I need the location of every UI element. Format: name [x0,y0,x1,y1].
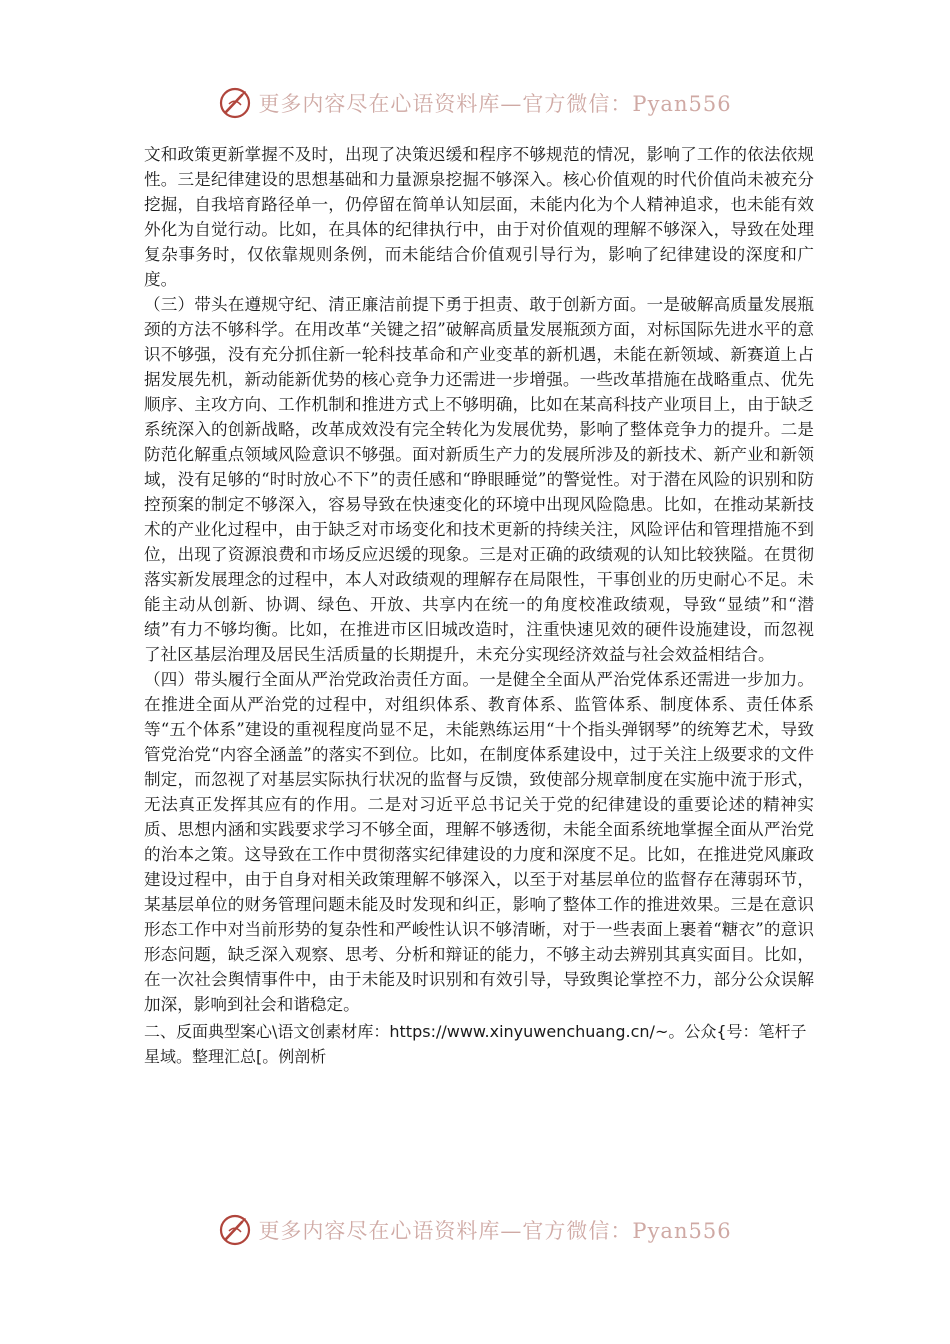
footer-banner [0,1205,950,1255]
handwritten-logo-icon [218,86,252,120]
paragraph-3: （四）带头履行全面从严治党政治责任方面。一是健全全面从严治党体系还需进一步加力。在推进全面从严治党的过程中，对组织体系、教育体系、监管体系、制度体系、责任体系等“五个体系”建设的重视程度尚显不足，未能熟练运用“十个指头弹钢琴”的统筹艺术，导致管党治党“内容全涵盖”的落实不到位。比如，在制度体系建设中，过于关注上级要求的文件制定，而忽视了对基层实际执行状况的监督与反馈，致使部分规章制度在实施中流于形式，无法真正发挥其应有的作用。二是对习近平总书记关于党的纪律建设的重要论述的精神实质、思想内涵和实践要求学习不够全面，理解不够透彻，未能全面系统地掌握全面从严治党的治本之策。这导致在工作中贯彻落实纪律建设的力度和深度不足。比如，在推进党风廉政建设过程中，由于自身对相关政策理解不够深入，以至于对基层单位的监督存在薄弱环节，某基层单位的财务管理问题未能及时发现和纠正，影响了整体工作的推进效果。三是在意识形态工作中对当前形势的复杂性和严峻性认识不够清晰，对于一些表面上裹着“糖衣”的意识形态问题，缺乏深入观察、思考、分析和辩证的能力，不够主动去辨别其真实面目。比如，在一次社会舆情事件中，由于未能及时识别和有效引导，导致舆论掌控不力，部分公众误解加深，影响到社会和谐稳定。 [144,670,814,1014]
footer-banner-text: 更多内容尽在心语资料库—官方微信：Pyan556 [258,1219,732,1243]
handwritten-logo-icon [218,1213,252,1247]
header-banner [0,78,950,128]
section-heading: 二、反面典型案心\语文创素材库：https://www.xinyuwenchuang.cn/~。公众{号：笔杆子星域。整理汇总[。例剖析 [144,1022,807,1066]
paragraph-1: 文和政策更新掌握不及时，出现了决策迟缓和程序不够规范的情况，影响了工作的依法依规性。三是纪律建设的思想基础和力量源泉挖掘不够深入。核心价值观的时代价值尚未被充分挖掘，自我培育路径单一，仍停留在简单认知层面，未能内化为个人精神追求，也未能有效外化为自觉行动。比如，在具体的纪律执行中，由于对价值观的理解不够深入，导致在处理复杂事务时，仅依靠规则条例，而未能结合价值观引导行为，影响了纪律建设的深度和广度。 [144,145,814,289]
header-banner-text: 更多内容尽在心语资料库—官方微信：Pyan556 [258,92,732,116]
document-body [144,142,814,1069]
paragraph-2: （三）带头在遵规守纪、清正廉洁前提下勇于担责、敢于创新方面。一是破解高质量发展瓶颈的方法不够科学。在用改革“关键之招”破解高质量发展瓶颈方面，对标国际先进水平的意识不够强，没有充分抓住新一轮科技革命和产业变革的新机遇，未能在新领域、新赛道上占据发展先机，新动能新优势的核心竞争力还需进一步增强。一些改革措施在战略重点、优先顺序、主攻方向、工作机制和推进方式上不够明确，比如在某高科技产业项目上，由于缺乏系统深入的创新战略，改革成效没有完全转化为发展优势，影响了整体竞争力的提升。二是防范化解重点领域风险意识不够强。面对新质生产力的发展所涉及的新技术、新产业和新领域，没有足够的“时时放心不下”的责任感和“睁眼睡觉”的警觉性。对于潜在风险的识别和防控预案的制定不够深入，容易导致在快速变化的环境中出现风险隐患。比如，在推动某新技术的产业化过程中，由于缺乏对市场变化和技术更新的持续关注，风险评估和管理措施不到位，出现了资源浪费和市场反应迟缓的现象。三是对正确的政绩观的认知比较狭隘。在贯彻落实新发展理念的过程中，本人对政绩观的理解存在局限性，干事创业的历史耐心不足。未能主动从创新、协调、绿色、开放、共享内在统一的角度校准政绩观，导致“显绩”和“潜绩”有力不够均衡。比如，在推进市区旧城改造时，注重快速见效的硬件设施建设，而忽视了社区基层治理及居民生活质量的长期提升，未充分实现经济效益与社会效益相结合。 [144,295,814,664]
